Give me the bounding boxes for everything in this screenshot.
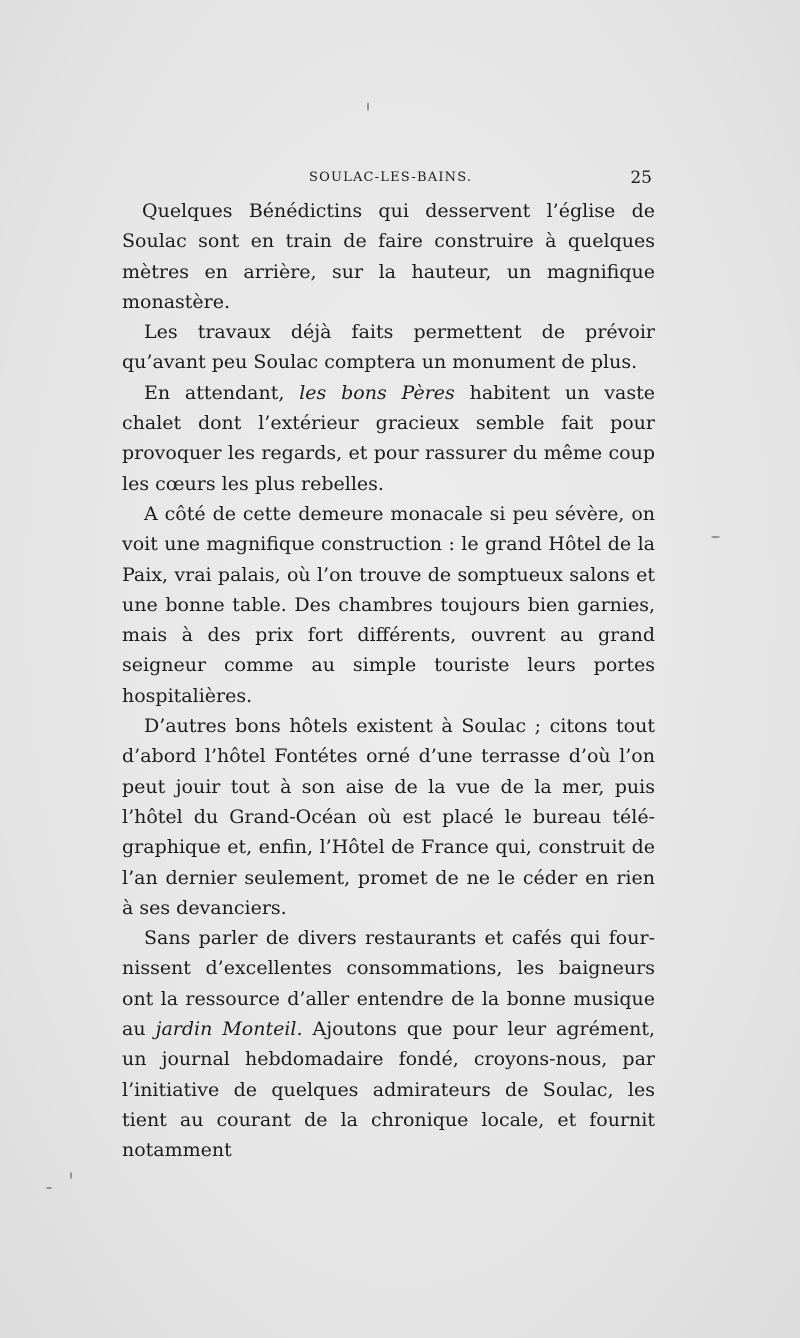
text-segment: Quelques Bénédictins qui desservent l’église de Soulac sont en train de faire construire à quelques mètres en arrière, sur la hauteur, un magnifique monastère. [122, 200, 655, 313]
body-text [122, 196, 655, 1166]
paragraph [122, 711, 655, 923]
paragraph [122, 196, 655, 317]
text-segment: Ajoutons que pour leur agrément, un journal hebdomadaire fondé, croyons-nous, par l’initiative de quelques admirateurs de Soulac, les tient au courant de la chronique locale, et fournit notamment [122, 1018, 655, 1162]
text-segment: habitent un vaste chalet dont l’extérieur gracieux semble fait pour provoquer les regards, et pour rassurer du même coup les cœurs les plus rebelles. [122, 381, 655, 495]
italic-text: jardin Monteil. [155, 1018, 303, 1041]
text-segment: A côté de cette demeure monacale si peu sévère, on voit une magnifique construction : le grand Hôtel de la Paix, vrai palais, où l’on trouve de somptueux salons et une bonne table. Des chambres toujours bien garnies, mais à des prix fort différents, ouvrent au grand seigneur comme au simple touriste leurs portes hospitalières. [122, 502, 655, 707]
paper-speck [711, 536, 720, 538]
paper-speck [46, 1187, 52, 1189]
paragraph [122, 378, 655, 499]
running-head [125, 170, 652, 192]
italic-text: les bons Pères [299, 381, 455, 404]
running-title: SOULAC-LES-BAINS. [309, 170, 473, 185]
paragraph [122, 923, 655, 1165]
paragraph [122, 499, 655, 711]
text-segment: Les travaux déjà faits permettent de prévoir qu’avant peu Soulac comptera un monument de plus. [122, 321, 655, 374]
paper-speck [367, 102, 369, 111]
text-segment: Sans parler de divers restaurants et cafés qui fournissent d’excellentes consommations, les baigneurs ont la ressource d’aller entendre de la bonne musique au [122, 927, 655, 1041]
text-segment: D’autres bons hôtels existent à Soulac ; citons tout d’abord l’hôtel Fontétes orné d’une terrasse d’où l’on peut jouir tout à son aise de la vue de la mer, puis l’hôtel du Grand-Océan où est placé le bureau télégraphique et, enfin, l’Hôtel de France qui, construit de l’an dernier seulement, promet de ne le céder en rien à ses devanciers. [122, 715, 655, 919]
paragraph [122, 317, 655, 378]
text-segment: En attendant, [144, 381, 300, 404]
page-number: 25 [630, 168, 652, 188]
paper-speck [70, 1172, 72, 1179]
